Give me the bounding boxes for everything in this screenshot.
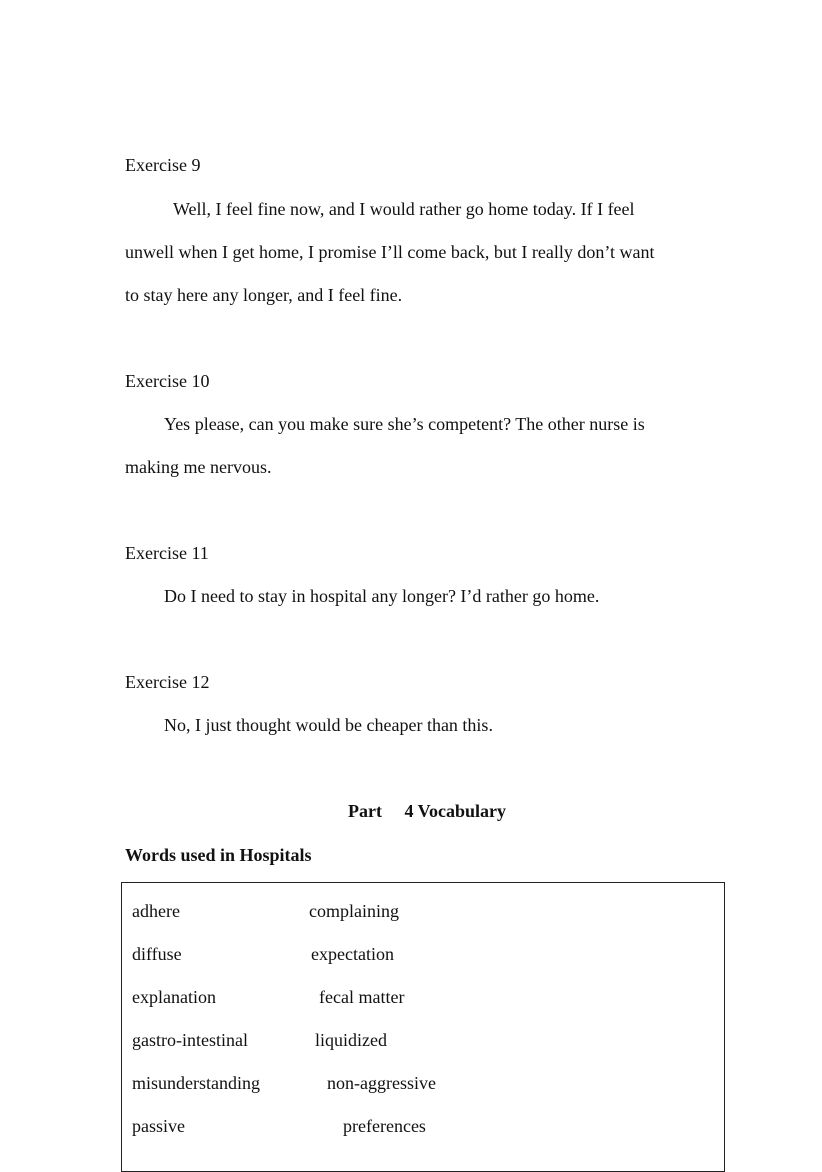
- vocabulary-heading: Words used in Hospitals: [125, 845, 312, 865]
- vocab-word: expectation: [311, 944, 394, 964]
- vocab-word: fecal matter: [319, 987, 405, 1007]
- vocab-word: misunderstanding: [132, 1073, 260, 1093]
- vocab-word: gastro-intestinal: [132, 1030, 248, 1050]
- vocab-word: diffuse: [132, 944, 182, 964]
- exercise-10-line-2: making me nervous.: [125, 457, 272, 477]
- exercise-9-line-3: to stay here any longer, and I feel fine.: [125, 285, 403, 305]
- vocab-word: adhere: [132, 901, 180, 921]
- exercise-9-line-1: Well, I feel fine now, and I would rather go home today. If I feel: [173, 199, 635, 219]
- exercise-12-heading: Exercise 12: [125, 672, 210, 692]
- exercise-10-heading: Exercise 10: [125, 371, 210, 391]
- exercise-9-line-2: unwell when I get home, I promise I’ll come back, but I really don’t want: [125, 242, 655, 262]
- vocab-word: liquidized: [315, 1030, 387, 1050]
- vocab-word: complaining: [309, 901, 399, 921]
- exercise-10-line-1: Yes please, can you make sure she’s competent? The other nurse is: [164, 414, 645, 434]
- vocab-word: preferences: [343, 1116, 426, 1136]
- vocab-word: explanation: [132, 987, 216, 1007]
- exercise-9-heading: Exercise 9: [125, 155, 201, 175]
- exercise-11-heading: Exercise 11: [125, 543, 209, 563]
- vocab-word: passive: [132, 1116, 185, 1136]
- part-title: Part 4 Vocabulary: [348, 801, 507, 821]
- exercise-12-line-1: No, I just thought would be cheaper than this.: [164, 715, 493, 735]
- exercise-11-line-1: Do I need to stay in hospital any longer? I’d rather go home.: [164, 586, 600, 606]
- vocab-word: non-aggressive: [327, 1073, 436, 1093]
